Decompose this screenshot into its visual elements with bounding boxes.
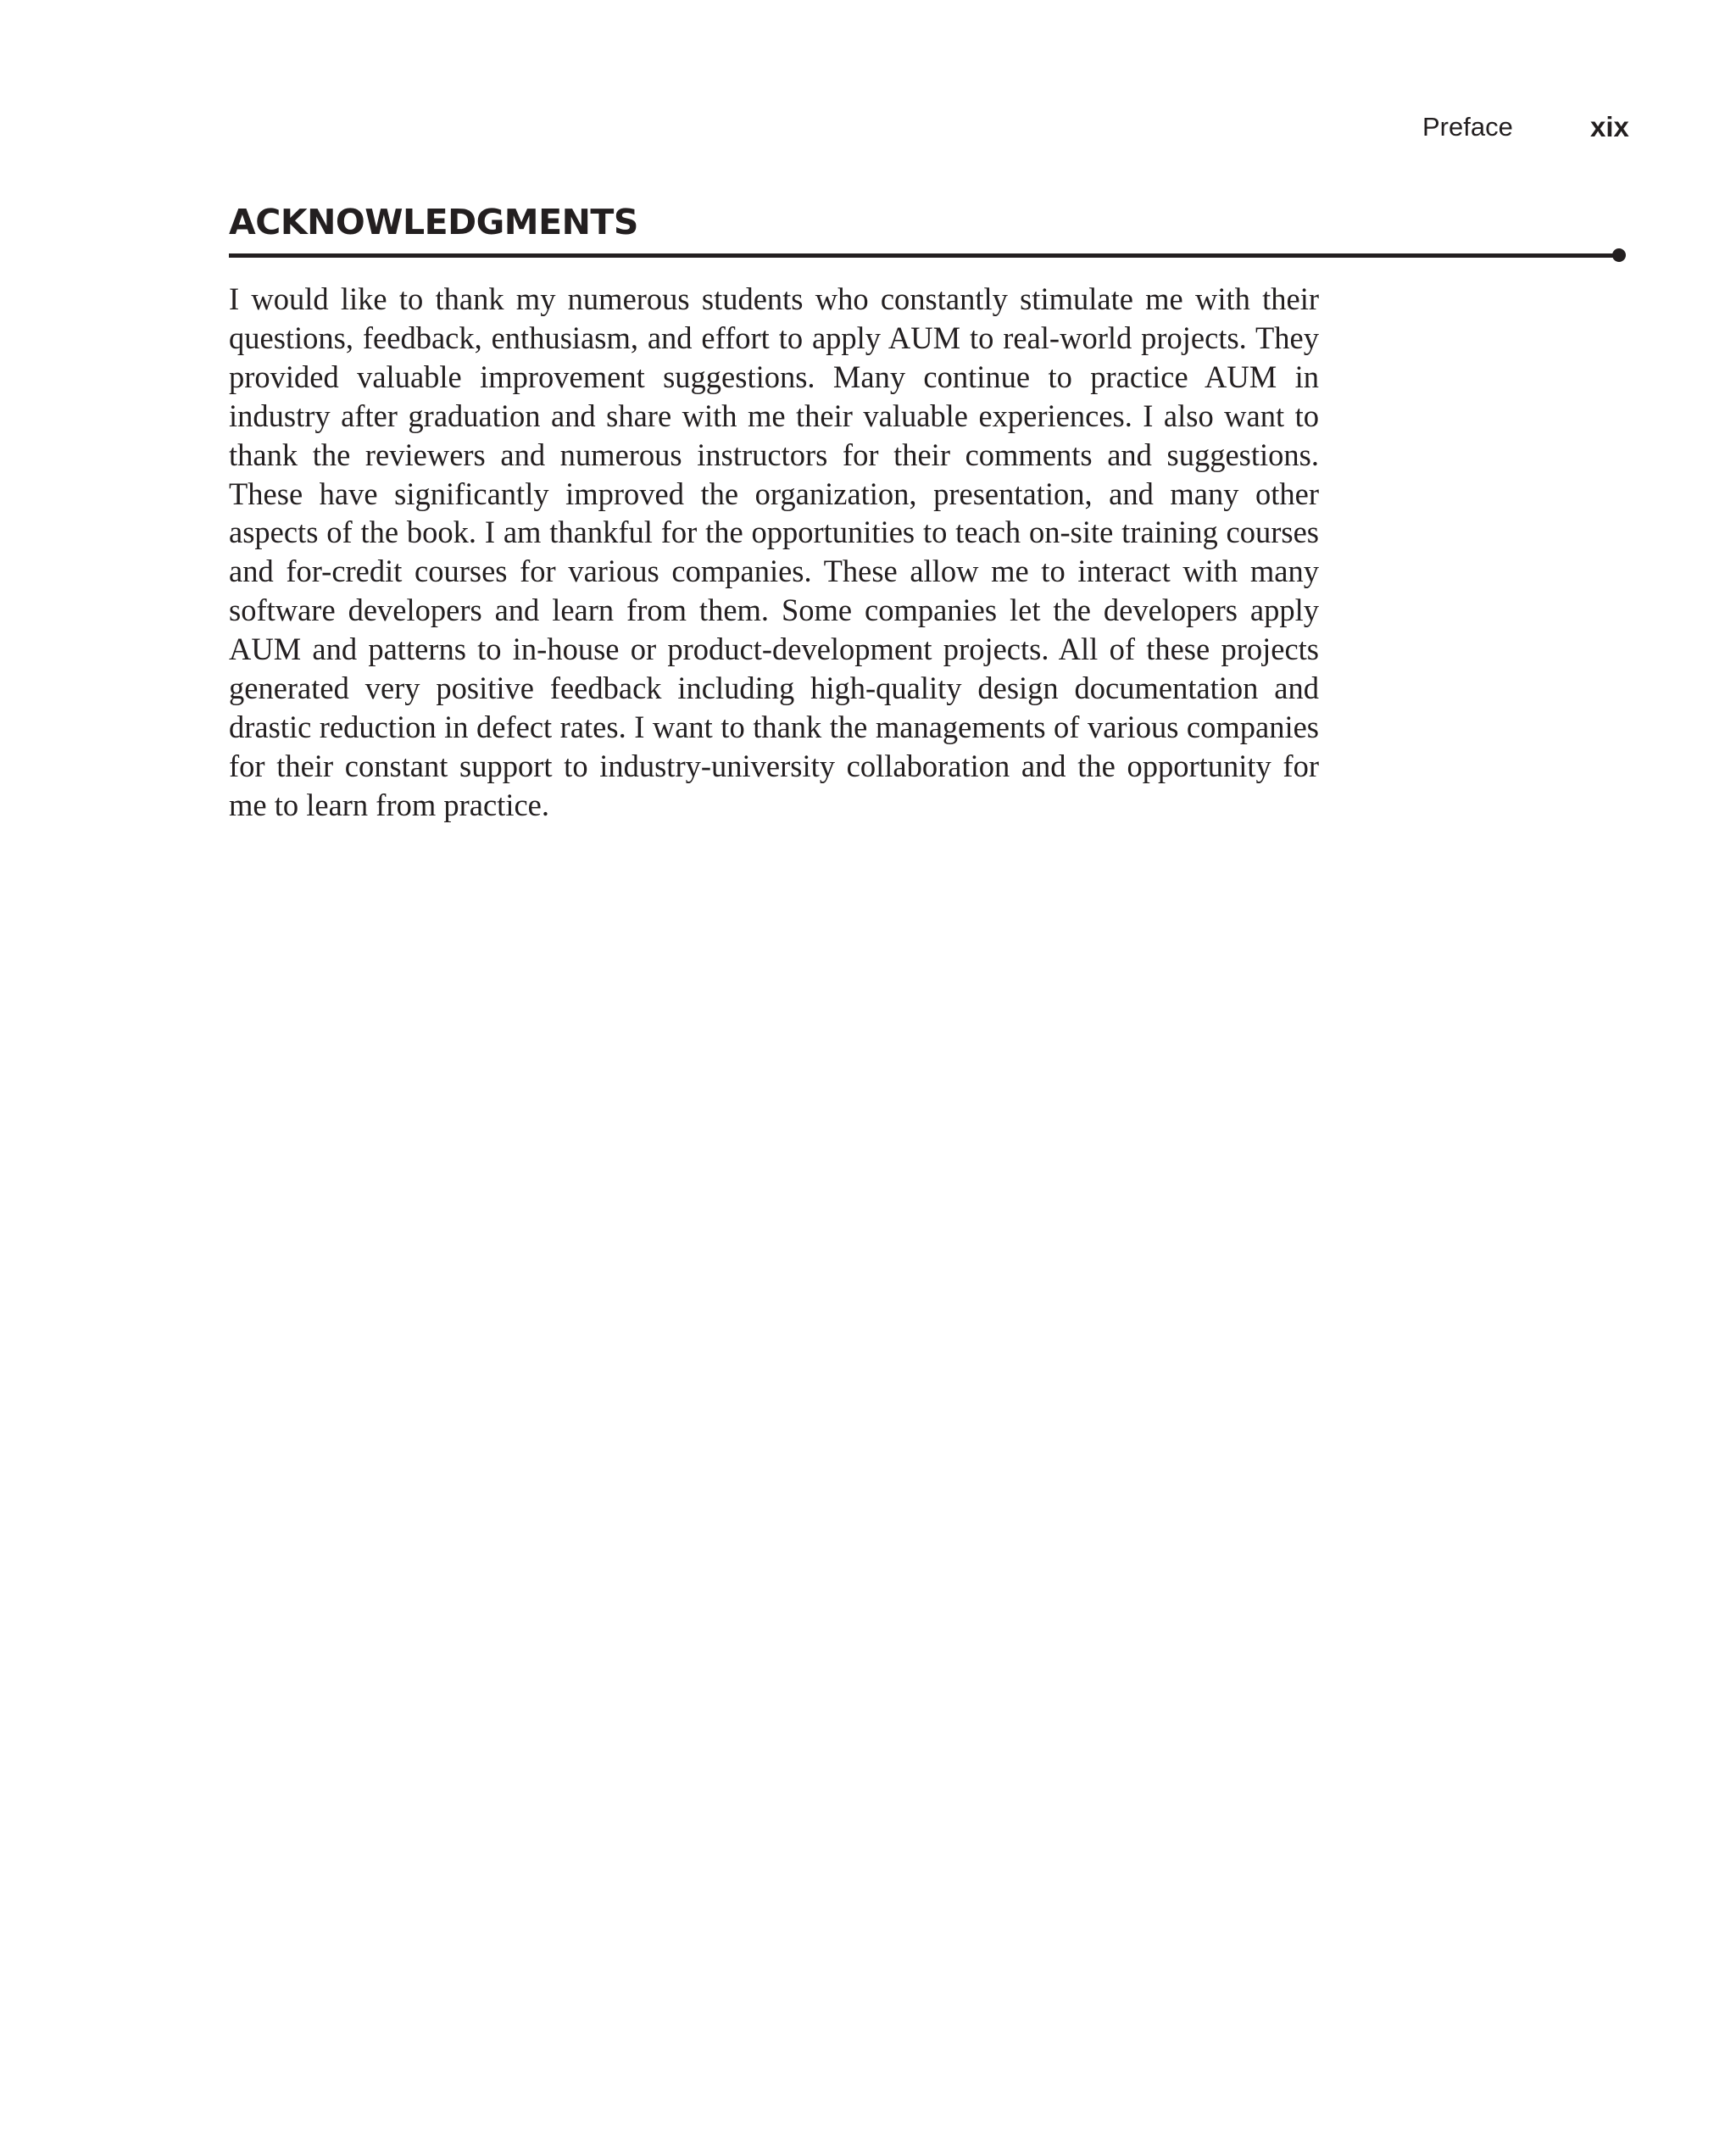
page-number: xix: [1590, 111, 1629, 142]
acknowledgments-paragraph: I would like to thank my numerous students who constantly stimulate me with their questions, feedback, enthusiasm, and effort to apply AUM to real-world projects. They provided valuable improvement suggestions. Many continue to practice AUM in industry after graduation and share with me their valuable experiences. I also want to thank the reviewers and numerous instructors for their comments and suggestions. These have significantly improved the organization, presentation, and many other aspects of the book. I am thankful for the opportunities to teach on-site training courses and for-credit courses for various companies. These allow me to interact with many software developers and learn from them. Some companies let the developers apply AUM and patterns to in-house or product-development projects. All of these projects generated very positive feedback including high-quality design documentation and drastic reduction in defect rates. I want to thank the managements of various companies for their constant support to industry-university collaboration and the opportunity for me to learn from practice.: [229, 281, 1319, 822]
heading-rule-end-dot: [1612, 248, 1626, 262]
running-head: [0, 109, 1628, 146]
running-head-section-title: Preface: [1422, 112, 1513, 142]
section-heading: ACKNOWLEDGMENTS: [229, 202, 638, 242]
heading-rule: [229, 253, 1617, 258]
